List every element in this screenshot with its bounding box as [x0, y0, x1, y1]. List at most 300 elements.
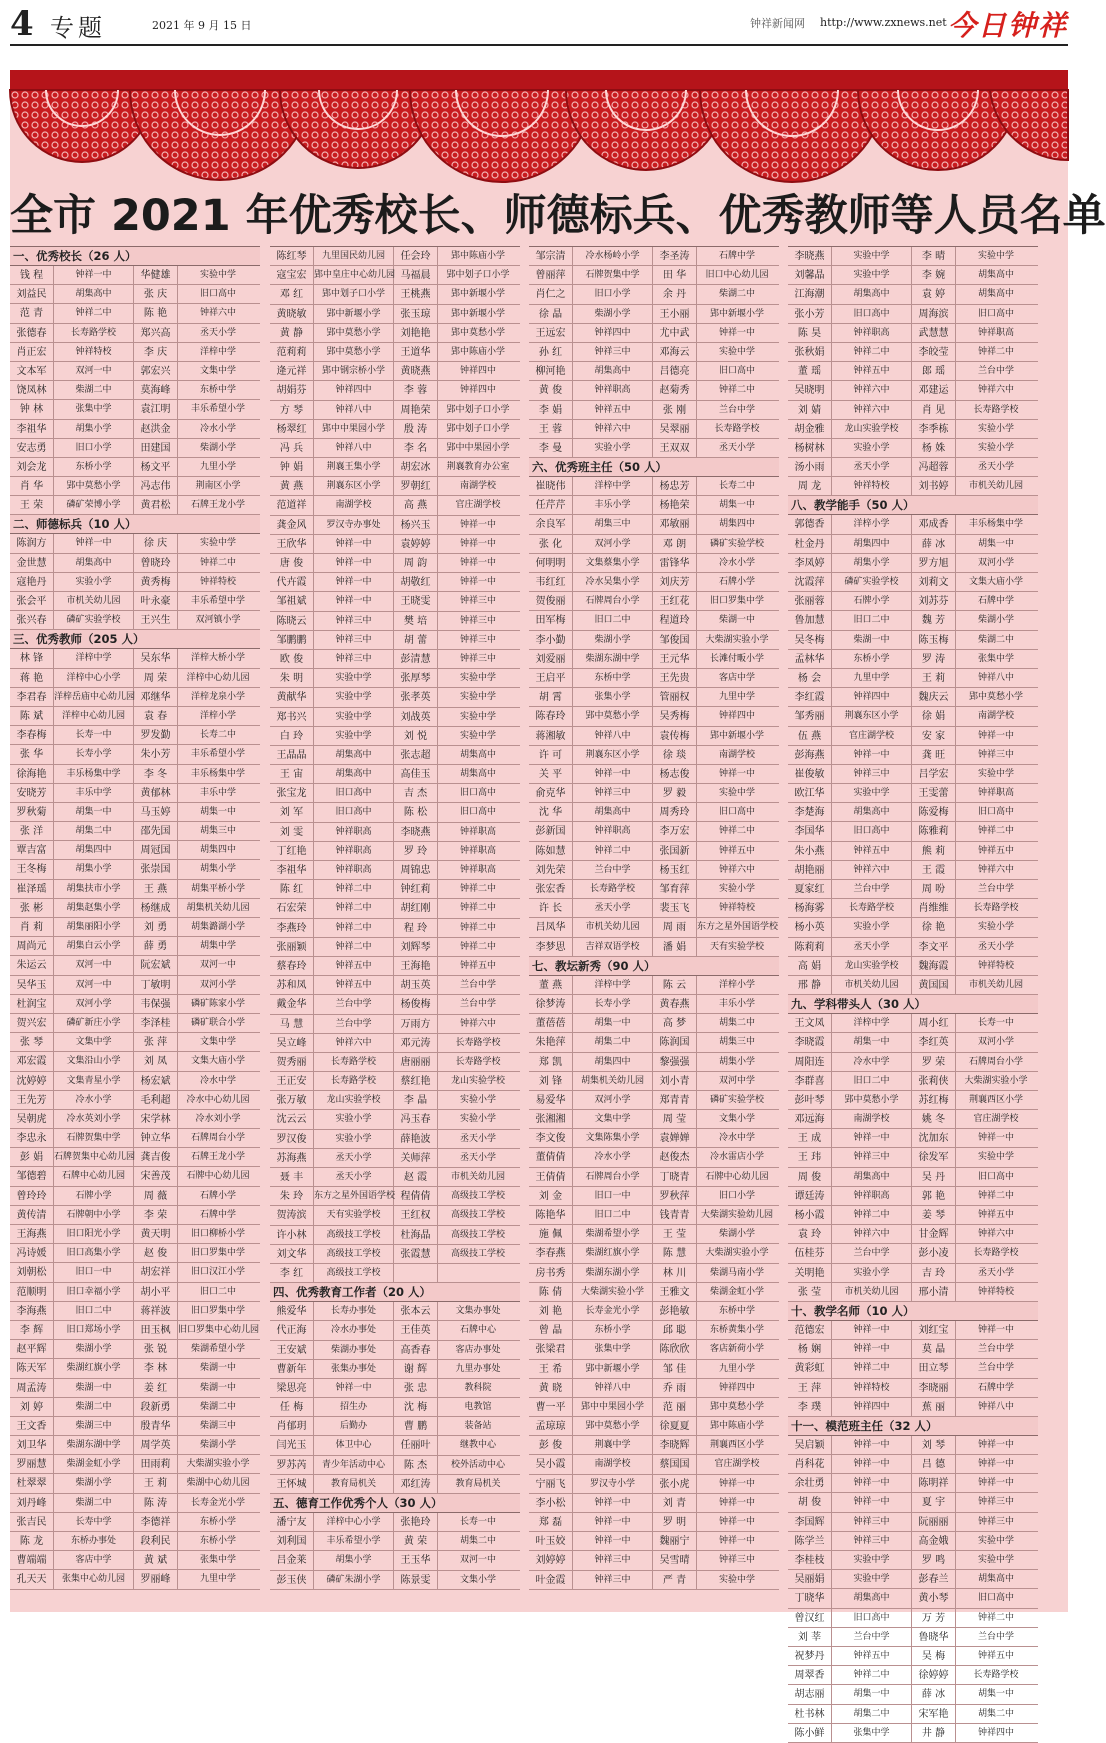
person-name: 李圣涛 [653, 247, 697, 265]
person-name: 邹鹏鹏 [270, 631, 314, 649]
unit-name: 钟祥二中 [832, 1359, 912, 1377]
list-column [10, 246, 260, 1606]
person-name: 乔 雨 [653, 1379, 697, 1397]
person-name: 郭 艳 [912, 1187, 956, 1205]
person-name: 吕 德 [912, 1455, 956, 1473]
table-row [10, 1014, 260, 1033]
person-name: 贺俊丽 [529, 592, 573, 610]
person-name: 杜润宝 [10, 995, 54, 1013]
unit-name: 东桥中学 [573, 669, 653, 687]
unit-name: 长寿路学校 [714, 423, 760, 434]
person-name: 徐 艳 [912, 918, 956, 936]
unit-name: 实验中学 [832, 1551, 912, 1569]
unit-name: 市机关幼儿园 [832, 1283, 912, 1301]
unit-name: 钟祥一中 [573, 1513, 653, 1531]
person-name: 李文平 [912, 938, 956, 956]
section-heading: 七、教坛新秀（90 人） [529, 957, 779, 976]
unit-name: 兰台中学 [977, 1363, 1014, 1374]
person-name: 吴翠丽 [653, 420, 697, 438]
unit-name: 实验小学 [573, 439, 653, 457]
table-row [270, 247, 520, 266]
person-name: 王文香 [10, 1417, 54, 1435]
table-row [788, 1340, 1038, 1359]
unit-name: 九里中学 [832, 669, 912, 687]
person-name: 潘宁友 [270, 1513, 314, 1531]
unit-name: 胡集三中 [718, 1037, 755, 1048]
person-name: 刘爱丽 [529, 650, 573, 668]
person-name: 张德春 [10, 324, 54, 342]
table-row [10, 822, 260, 841]
person-name: 宁丽飞 [529, 1475, 573, 1493]
unit-name: 钟祥三中 [573, 343, 653, 361]
person-name: 崔晓伟 [529, 477, 573, 495]
unit-name: 实验中学 [314, 688, 394, 706]
unit-name: 钟祥五中 [977, 1650, 1014, 1661]
person-name: 安晓芳 [10, 784, 54, 802]
unit-name: 钟祥一中 [977, 1133, 1014, 1144]
person-name: 张会平 [10, 592, 54, 610]
unit-name: 冷水杨岭小学 [573, 247, 653, 265]
person-name: 周 莹 [653, 1110, 697, 1128]
person-name: 胡小平 [134, 1283, 178, 1301]
unit-name: 钟祥二中 [199, 557, 236, 568]
unit-name: 实验中学 [832, 1570, 912, 1588]
person-name: 赵菊秀 [653, 381, 697, 399]
person-name: 邢 静 [788, 976, 832, 994]
table-row [270, 784, 520, 803]
person-name: 罗 鸣 [912, 1551, 956, 1569]
unit-name: 旧口高中 [718, 366, 755, 377]
table-row [270, 420, 520, 439]
table-row [788, 803, 1038, 822]
unit-name: 磷矿朱湖小学 [314, 1571, 394, 1589]
person-name: 樊 培 [394, 612, 438, 630]
unit-name: 九里办事处 [455, 1363, 501, 1374]
person-name: 逄元祥 [270, 362, 314, 380]
unit-name: 实验小学 [977, 442, 1014, 453]
table-row [270, 1206, 520, 1225]
unit-name: 九里小学 [199, 461, 236, 472]
unit-name: 钟祥八中 [977, 1401, 1014, 1412]
person-name: 伍 燕 [788, 727, 832, 745]
table-row [788, 976, 1038, 995]
unit-name: 长寿路学校 [573, 880, 653, 898]
unit-name: 实验中学 [314, 669, 394, 687]
unit-name: 南湖学校 [459, 481, 496, 492]
table-row [788, 1053, 1038, 1072]
person-name: 李祖华 [270, 861, 314, 879]
table-row [529, 362, 779, 381]
unit-name: 钟祥一中 [832, 746, 912, 764]
section-heading: 六、优秀班主任（50 人） [529, 458, 779, 477]
unit-name: 钟祥二中 [459, 941, 496, 952]
unit-name: 钟祥二中 [314, 899, 394, 917]
unit-name: 实验小学 [314, 1110, 394, 1128]
person-name: 石宏荣 [270, 899, 314, 917]
unit-name: 东桥中学 [199, 385, 236, 396]
unit-name: 实验中学 [199, 538, 236, 549]
person-name: 李凤婷 [788, 554, 832, 572]
person-name: 张本云 [394, 1302, 438, 1320]
unit-name: 钟祥四中 [459, 366, 496, 377]
table-row [788, 1532, 1038, 1551]
unit-name: 石牌中学 [977, 596, 1014, 607]
unit-name: 钟祥一中 [459, 577, 496, 588]
person-name: 熊爱华 [270, 1302, 314, 1320]
table-row [10, 1033, 260, 1052]
unit-name: 九里中学 [718, 692, 755, 703]
person-name: 莫海峰 [134, 381, 178, 399]
section-heading: 八、教学能手（50 人） [788, 496, 1038, 515]
person-name: 罗 明 [653, 1513, 697, 1531]
unit-name: 钟祥二中 [718, 385, 755, 396]
person-name: 赵平辉 [10, 1340, 54, 1358]
person-name: 陈 艳 [134, 304, 178, 322]
person-name: 罗丽慧 [10, 1455, 54, 1473]
person-name: 孟林华 [788, 650, 832, 668]
person-name: 邹宗清 [529, 247, 573, 265]
table-row [10, 937, 260, 956]
table-row [788, 1225, 1038, 1244]
unit-name: 石牌贺集中心幼儿园 [54, 1148, 134, 1166]
person-name: 吴立峰 [270, 1034, 314, 1052]
person-name: 陈天军 [10, 1359, 54, 1377]
unit-name: 钟祥三中 [459, 653, 496, 664]
unit-name: 旧口中心幼儿园 [705, 270, 769, 281]
table-row [529, 899, 779, 918]
unit-name: 旧口二中 [573, 1206, 653, 1224]
unit-name: 柴湖小学 [199, 442, 236, 453]
unit-name: 郢中陈庙小学 [709, 1421, 764, 1432]
person-name: 刘 雯 [270, 823, 314, 841]
person-name: 李楚海 [788, 803, 832, 821]
table-row [529, 1187, 779, 1206]
person-name: 陈小鲜 [788, 1724, 832, 1742]
unit-name: 钟祥五中 [314, 957, 394, 975]
unit-name: 柴湖二中 [718, 289, 755, 300]
unit-name: 胡集高中 [54, 554, 134, 572]
person-name: 冯诗媛 [10, 1244, 54, 1262]
person-name: 张崇国 [134, 860, 178, 878]
person-name: 寇宝宏 [270, 266, 314, 284]
unit-name: 张集中学 [832, 1724, 912, 1742]
person-name: 陈景雯 [394, 1571, 438, 1589]
person-name: 刘莉文 [912, 573, 956, 591]
unit-name: 双河一中 [54, 362, 134, 380]
person-name: 田玉枫 [134, 1321, 178, 1339]
person-name: 胡红刚 [394, 899, 438, 917]
unit-name: 钟祥六中 [977, 864, 1014, 875]
unit-name: 大柴湖实验小学 [705, 1248, 769, 1259]
unit-name: 旧口高集小学 [54, 1244, 134, 1262]
person-name: 肖 见 [912, 401, 956, 419]
table-row [788, 1168, 1038, 1187]
unit-name: 冷水中心幼儿园 [186, 1094, 250, 1105]
person-name: 邹德碧 [10, 1167, 54, 1185]
unit-name: 胡集平桥小学 [190, 883, 245, 894]
unit-name: 洋梓岳庙中心幼儿园 [54, 688, 134, 706]
unit-name: 洋梓中心小学 [54, 669, 134, 687]
unit-name: 柴湖二中 [977, 634, 1014, 645]
person-name: 寇艳丹 [10, 573, 54, 591]
unit-name: 洋梓小学 [199, 710, 236, 721]
unit-name: 胡集小学 [54, 860, 134, 878]
section-heading: 一、优秀校长（26 人） [10, 247, 260, 266]
unit-name: 丞天小学 [977, 1267, 1014, 1278]
unit-name: 文集青星小学 [54, 1072, 134, 1090]
unit-name: 实验小学 [977, 423, 1014, 434]
unit-name: 洋梓中学 [573, 477, 653, 495]
person-name: 肖科花 [788, 1455, 832, 1473]
unit-name: 柴湖红旗小学 [54, 1359, 134, 1377]
unit-name: 钟祥一中 [459, 558, 496, 568]
unit-name: 龙山实验学校 [832, 420, 912, 438]
unit-name: 钟祥一中 [832, 1474, 912, 1492]
unit-name: 胡集丽阳小学 [54, 918, 134, 936]
unit-name: 钟祥一中 [573, 765, 653, 783]
table-row [529, 842, 779, 861]
person-name: 蒋湘敏 [529, 727, 573, 745]
table-row [270, 573, 520, 592]
unit-name: 实验中学 [459, 692, 496, 703]
person-name: 周 龙 [788, 477, 832, 495]
table-row [788, 1474, 1038, 1493]
unit-name: 实验中学 [459, 711, 496, 722]
unit-name: 客店新荷小学 [709, 1344, 764, 1355]
unit-name: 市机关幼儿园 [54, 592, 134, 610]
person-name: 龚金风 [270, 516, 314, 534]
table-row [529, 976, 779, 995]
unit-name: 磷矿实验学校 [832, 573, 912, 591]
person-name: 曹 鹏 [394, 1417, 438, 1435]
table-row [10, 592, 260, 611]
person-name: 杜书林 [788, 1705, 832, 1723]
person-name: 沈加东 [912, 1129, 956, 1147]
table-row [788, 1685, 1038, 1704]
person-name: 阮宏斌 [134, 956, 178, 974]
person-name: 张宏香 [529, 880, 573, 898]
table-row [788, 1589, 1038, 1608]
person-name: 武慧慧 [912, 324, 956, 342]
table-row [10, 1225, 260, 1244]
unit-name: 实验小学 [832, 918, 912, 936]
person-name: 王 莉 [134, 1474, 178, 1492]
person-name: 朱小燕 [788, 842, 832, 860]
person-name: 熊 莉 [912, 842, 956, 860]
person-name: 钱青青 [653, 1206, 697, 1224]
unit-name: 冷水英刘小学 [54, 1110, 134, 1128]
table-row [10, 1091, 260, 1110]
person-name: 张小芳 [788, 305, 832, 323]
person-name: 周 荣 [134, 669, 178, 687]
person-name: 钟 林 [10, 400, 54, 418]
unit-name: 胡集潞湖小学 [190, 922, 245, 932]
table-row [10, 439, 260, 458]
table-row [529, 880, 779, 899]
unit-name: 郢中划子口小学 [446, 270, 510, 281]
unit-name: 长寿路学校 [973, 903, 1019, 914]
person-name: 刘卫华 [10, 1436, 54, 1454]
person-name: 贺秀丽 [270, 1053, 314, 1071]
person-name: 黄 晓 [529, 1379, 573, 1397]
person-name: 李 冬 [134, 765, 178, 783]
person-name: 鲁加慧 [788, 611, 832, 629]
table-row [529, 343, 779, 362]
unit-name: 兰台中学 [459, 980, 496, 991]
unit-name: 旧口高中 [977, 1593, 1014, 1604]
person-name: 李 晶 [394, 1091, 438, 1109]
person-name: 崔俊敏 [788, 765, 832, 783]
unit-name: 旧口高中 [459, 788, 496, 799]
person-name: 李国辉 [788, 1513, 832, 1531]
person-name: 高香春 [394, 1341, 438, 1359]
unit-name: 钟祥五中 [977, 1210, 1014, 1220]
unit-name: 双河中学 [718, 1075, 755, 1086]
unit-name: 柴湖马南小学 [709, 1267, 764, 1278]
unit-name: 张集中学 [977, 653, 1014, 664]
person-name: 祝梦丹 [788, 1647, 832, 1665]
table-row [270, 1321, 520, 1340]
person-name: 陈 倩 [529, 1283, 573, 1301]
table-row [10, 649, 260, 668]
person-name: 林 锋 [10, 649, 54, 667]
table-row [10, 343, 260, 362]
table-row [788, 1321, 1038, 1340]
unit-name: 郢中皇庄中心幼儿园 [314, 266, 394, 284]
unit-name: 旧口高中 [199, 289, 236, 300]
unit-name: 双河小学 [977, 557, 1014, 568]
table-row [10, 1302, 260, 1321]
person-name: 薛 冰 [912, 1685, 956, 1703]
unit-name: 长寿路学校 [54, 324, 134, 342]
unit-name: 钟祥八中 [977, 672, 1014, 683]
person-name: 朱小芳 [134, 745, 178, 763]
person-name: 李海燕 [10, 1302, 54, 1320]
unit-name: 磷矿实验学校 [709, 1094, 764, 1105]
section-heading: 十一、模范班主任（32 人） [788, 1417, 1038, 1436]
person-name: 吕凤华 [529, 918, 573, 936]
unit-name: 高级技工学校 [450, 1229, 505, 1240]
person-name: 李文俊 [529, 1129, 573, 1147]
person-name: 徐夏夏 [653, 1417, 697, 1435]
unit-name: 继教中心 [459, 1440, 496, 1451]
unit-name: 胡集赵集小学 [54, 899, 134, 917]
table-row [788, 362, 1038, 381]
table-row [529, 688, 779, 707]
table-row [10, 880, 260, 899]
unit-name: 双河一中 [54, 956, 134, 974]
unit-name: 长寿金光小学 [573, 1302, 653, 1320]
unit-name: 南湖学校 [977, 711, 1014, 722]
unit-name: 柴湖小学 [718, 1229, 755, 1240]
table-row [529, 1033, 779, 1052]
unit-name: 钟祥四中 [314, 381, 394, 399]
unit-name: 郢中莫愁小学 [709, 1401, 764, 1412]
person-name: 张 华 [10, 745, 54, 763]
table-row [788, 458, 1038, 477]
person-name: 黄彩虹 [788, 1359, 832, 1377]
person-name: 张兴春 [10, 611, 54, 629]
person-name: 肖正宏 [10, 343, 54, 361]
person-name: 钟立华 [134, 1129, 178, 1147]
unit-name: 荆襄西区小学 [709, 1440, 764, 1451]
unit-name: 电教馆 [464, 1402, 492, 1413]
unit-name: 石牌周台小学 [190, 1133, 245, 1144]
person-name: 陈如慧 [529, 842, 573, 860]
unit-name: 双河小学 [573, 535, 653, 553]
person-name: 张小虎 [653, 1475, 697, 1493]
unit-name: 丞天小学 [199, 327, 236, 338]
table-row [270, 803, 520, 822]
unit-name: 柴湖小学 [977, 615, 1014, 626]
person-name: 黄春燕 [653, 995, 697, 1013]
person-name: 周 雨 [653, 918, 697, 936]
unit-name: 郢中新堰小学 [450, 308, 505, 319]
unit-name: 文集蔡集小学 [573, 554, 653, 572]
person-name: 朱运云 [10, 956, 54, 974]
person-name: 伍桂芬 [788, 1244, 832, 1262]
unit-name: 兰台中学 [459, 999, 496, 1010]
person-name: 罗秋萍 [653, 1187, 697, 1205]
person-name: 郑书兴 [270, 708, 314, 726]
site-url-link[interactable]: http://www.zxnews.net [820, 16, 947, 29]
person-name: 贺涛滨 [270, 1206, 314, 1224]
person-name: 韦红红 [529, 573, 573, 591]
person-name: 杜海晶 [394, 1226, 438, 1244]
person-name: 曹端端 [10, 1551, 54, 1569]
person-name: 张厚琴 [394, 669, 438, 687]
person-name: 黄献华 [270, 688, 314, 706]
unit-name: 胡集四中 [54, 841, 134, 859]
table-row [270, 938, 520, 957]
unit-name: 旧口二中 [573, 611, 653, 629]
unit-name: 长寿一中 [459, 1517, 496, 1527]
table-row [10, 1513, 260, 1532]
unit-name: 石牌中心幼儿园 [705, 1171, 769, 1182]
person-name: 孟琼琼 [529, 1417, 573, 1435]
table-row [788, 688, 1038, 707]
unit-name: 柴湖金虹小学 [54, 1455, 134, 1473]
person-name: 王怀城 [270, 1475, 314, 1493]
table-row [270, 1110, 520, 1129]
unit-name: 旧口阳光小学 [54, 1225, 134, 1243]
unit-name: 教科院 [464, 1382, 492, 1393]
table-row [270, 439, 520, 458]
unit-name: 柴湖二中 [199, 1401, 236, 1412]
unit-name: 兰台中学 [573, 861, 653, 879]
site-name[interactable]: 钟祥新闻网 [750, 17, 805, 30]
table-row [10, 1167, 260, 1186]
unit-name: 石牌周台小学 [573, 592, 653, 610]
table-row [788, 1666, 1038, 1685]
person-name: 周 薇 [134, 1187, 178, 1205]
person-name: 李春燕 [529, 1244, 573, 1262]
person-name: 罗丽峰 [134, 1570, 178, 1588]
unit-name: 高级技工学校 [314, 1264, 394, 1282]
unit-name: 石牌小学 [832, 592, 912, 610]
person-name: 罗 荣 [912, 1053, 956, 1071]
unit-name: 胡集高中 [977, 1574, 1014, 1585]
table-row [788, 784, 1038, 803]
table-row [529, 1551, 779, 1570]
person-name: 陈 杰 [394, 1456, 438, 1474]
unit-name: 石牌小学 [199, 1190, 236, 1201]
person-name: 袁传梅 [653, 727, 697, 745]
person-name: 李燕玲 [270, 919, 314, 937]
table-row [529, 1360, 779, 1379]
person-name: 殷青华 [134, 1417, 178, 1435]
unit-name: 实验中学 [718, 346, 755, 357]
